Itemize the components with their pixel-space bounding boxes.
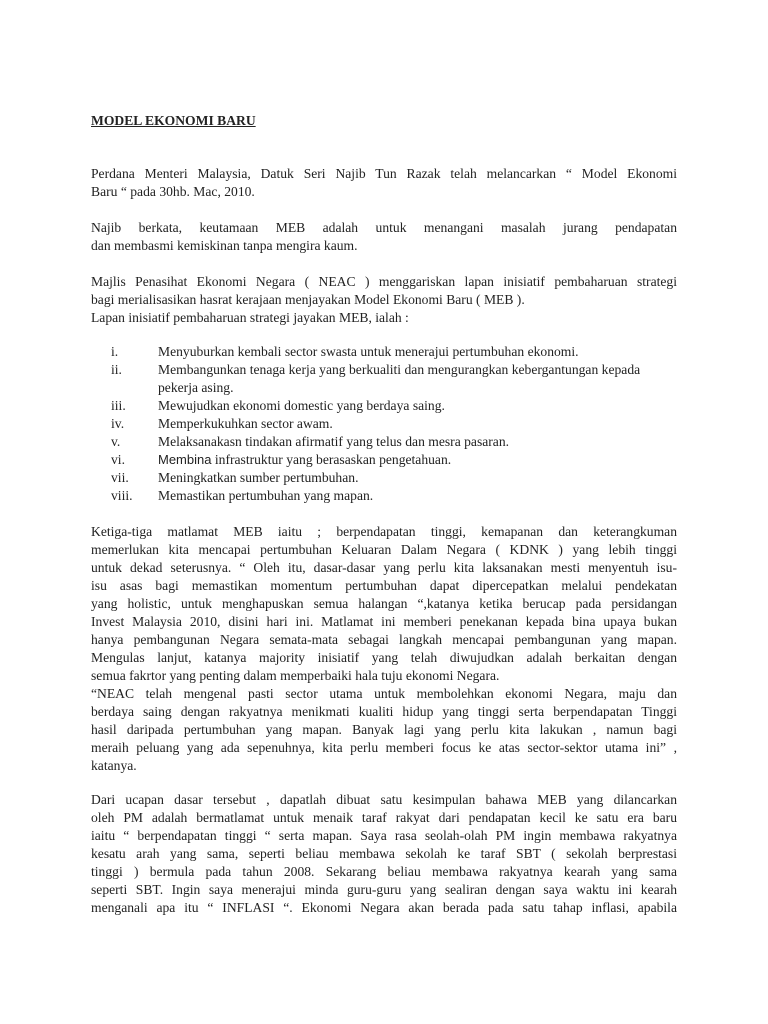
paragraph-line: katanya.: [91, 758, 137, 773]
paragraph-line: Perdana Menteri Malaysia, Datuk Seri Najib Tun Razak telah melancarkan “ Model Ekonomi: [91, 166, 677, 181]
paragraph-goals: [91, 523, 677, 775]
paragraph-line: Lapan inisiatif pembaharuan strategi jayakan MEB, ialah :: [91, 310, 409, 325]
paragraph-najib: [91, 219, 677, 255]
paragraph-line: untuk dekad seterusnya. “ Oleh itu, dasar-dasar yang perlu kita laksanakan mesti menyentuh isu-: [91, 560, 677, 575]
list-item-text: Mewujudkan ekonomi domestic yang berdaya saing.: [158, 398, 445, 413]
paragraph-line: menganali apa itu “ INFLASI “. Ekonomi Negara akan berada pada satu tahap inflasi, apabila: [91, 900, 677, 915]
strategy-list: [91, 343, 677, 505]
paragraph-line: Baru “ pada 30hb. Mac, 2010.: [91, 184, 255, 199]
paragraph-line: kesatu arah yang sama, seperti beliau membawa sekolah ke taraf SBT ( sekolah berprestasi: [91, 846, 677, 861]
paragraph-conclusion: [91, 791, 677, 917]
list-item-text: Meningkatkan sumber pertumbuhan.: [158, 470, 359, 485]
paragraph-line: Mengulas lanjut, katanya majority inisiatif yang telah diwujudkan adalah berkaitan dengan: [91, 650, 677, 665]
paragraph-line: Majlis Penasihat Ekonomi Negara ( NEAC ) menggariskan lapan inisiatif pembaharuan strategi: [91, 274, 677, 289]
list-item-number: viii.: [111, 488, 133, 503]
paragraph-line: hanya pembangunan Negara semata-mata sebagai langkah mencapai pembangunan yang mapan.: [91, 632, 677, 647]
list-item-text: Melaksanakasn tindakan afirmatif yang telus dan mesra pasaran.: [158, 434, 510, 449]
paragraph-line: meraih peluang yang ada sepenuhnya, kita perlu memberi focus ke atas sector-sektor utama ini” ,: [91, 740, 677, 755]
paragraph-line: tinggi ) bermula pada tahun 2008. Sekarang beliau membawa rakyatnya kearah yang sama: [91, 864, 677, 879]
list-item-text: Membangunkan tenaga kerja yang berkualiti dan mengurangkan kebergantungan kepada pekerja asing.: [158, 362, 641, 395]
paragraph-line: memerlukan kita mencapai pertumbuhan Keluaran Dalam Negara ( KDNK ) yang lebih tinggi: [91, 542, 677, 557]
list-item-number: vii.: [111, 470, 129, 485]
paragraph-line: yang holistic, untuk menghapuskan semua halangan “,katanya ketika berucap pada persidangan: [91, 596, 677, 611]
paragraph-neac: [91, 273, 677, 327]
list-item-text: [158, 451, 677, 469]
paragraph-line: semua fakrtor yang penting dalam memperbaiki hala tuju ekonomi Negara.: [91, 668, 500, 683]
paragraph-line: berdaya saing dengan rakyatnya menikmati kualiti hidup yang tinggi serta berpendapatan Tinggi: [91, 704, 677, 719]
paragraph-line: seperti SBT. Ingin saya menerajui minda guru-guru yang sealiran dengan saya waktu ini kearah: [91, 882, 677, 897]
list-item-number: ii.: [111, 362, 122, 377]
paragraph-line: oleh PM adalah bermatlamat untuk menaik taraf rakyat dari pendapatan kecil ke satu era baru: [91, 810, 677, 825]
paragraph-line: isu asas bagi memastikan momentum pertumbuhan dapat dipercepatkan melalui pendekatan: [91, 578, 677, 593]
list-item: [91, 415, 677, 433]
paragraph-line: Dari ucapan dasar tersebut , dapatlah dibuat satu kesimpulan bahawa MEB yang dilancarkan: [91, 792, 677, 807]
paragraph-line: bagi merialisasikan hasrat kerajaan menjayakan Model Ekonomi Baru ( MEB ).: [91, 292, 525, 307]
paragraph-line: iaitu “ berpendapatan tinggi “ serta mapan. Saya rasa seolah-olah PM ingin membawa rakyatnya: [91, 828, 677, 843]
list-item: [91, 487, 677, 505]
list-item: [91, 433, 677, 451]
list-item: [91, 343, 677, 361]
list-item: [91, 469, 677, 487]
list-item: [91, 397, 677, 415]
list-item-number: iv.: [111, 416, 125, 431]
list-item-text: Memperkukuhkan sector awam.: [158, 416, 333, 431]
paragraph-line: Ketiga-tiga matlamat MEB iaitu ; berpendapatan tinggi, kemapanan dan keterangkuman: [91, 524, 677, 539]
list-item-text: Menyuburkan kembali sector swasta untuk menerajui pertumbuhan ekonomi.: [158, 344, 579, 359]
list-item-number: vi.: [111, 452, 125, 467]
paragraph-line: Najib berkata, keutamaan MEB adalah untuk menangani masalah jurang pendapatan: [91, 220, 677, 235]
list-item-number: i.: [111, 344, 119, 359]
list-item: [91, 451, 677, 469]
paragraph-line: “NEAC telah mengenal pasti sector utama untuk membolehkan ekonomi Negara, maju dan: [91, 686, 677, 701]
document-title: MODEL EKONOMI BARU: [91, 113, 256, 128]
list-item-keyword: Membina: [158, 452, 212, 467]
list-item-text: Memastikan pertumbuhan yang mapan.: [158, 488, 374, 503]
paragraph-line: dan membasmi kemiskinan tanpa mengira kaum.: [91, 238, 358, 253]
list-item-rest: infrastruktur yang berasaskan pengetahuan.: [211, 452, 452, 467]
paragraph-intro: [91, 165, 677, 201]
list-item: [91, 361, 677, 397]
list-item-number: iii.: [111, 398, 126, 413]
paragraph-line: Invest Malaysia 2010, disini hari ini. Matlamat ini memberi penekanan kepada bina upaya bukan: [91, 614, 677, 629]
list-item-number: v.: [111, 434, 121, 449]
paragraph-line: hasil daripada pertumbuhan yang mapan. Banyak lagi yang perlu kita lakukan , namun bagi: [91, 722, 677, 737]
